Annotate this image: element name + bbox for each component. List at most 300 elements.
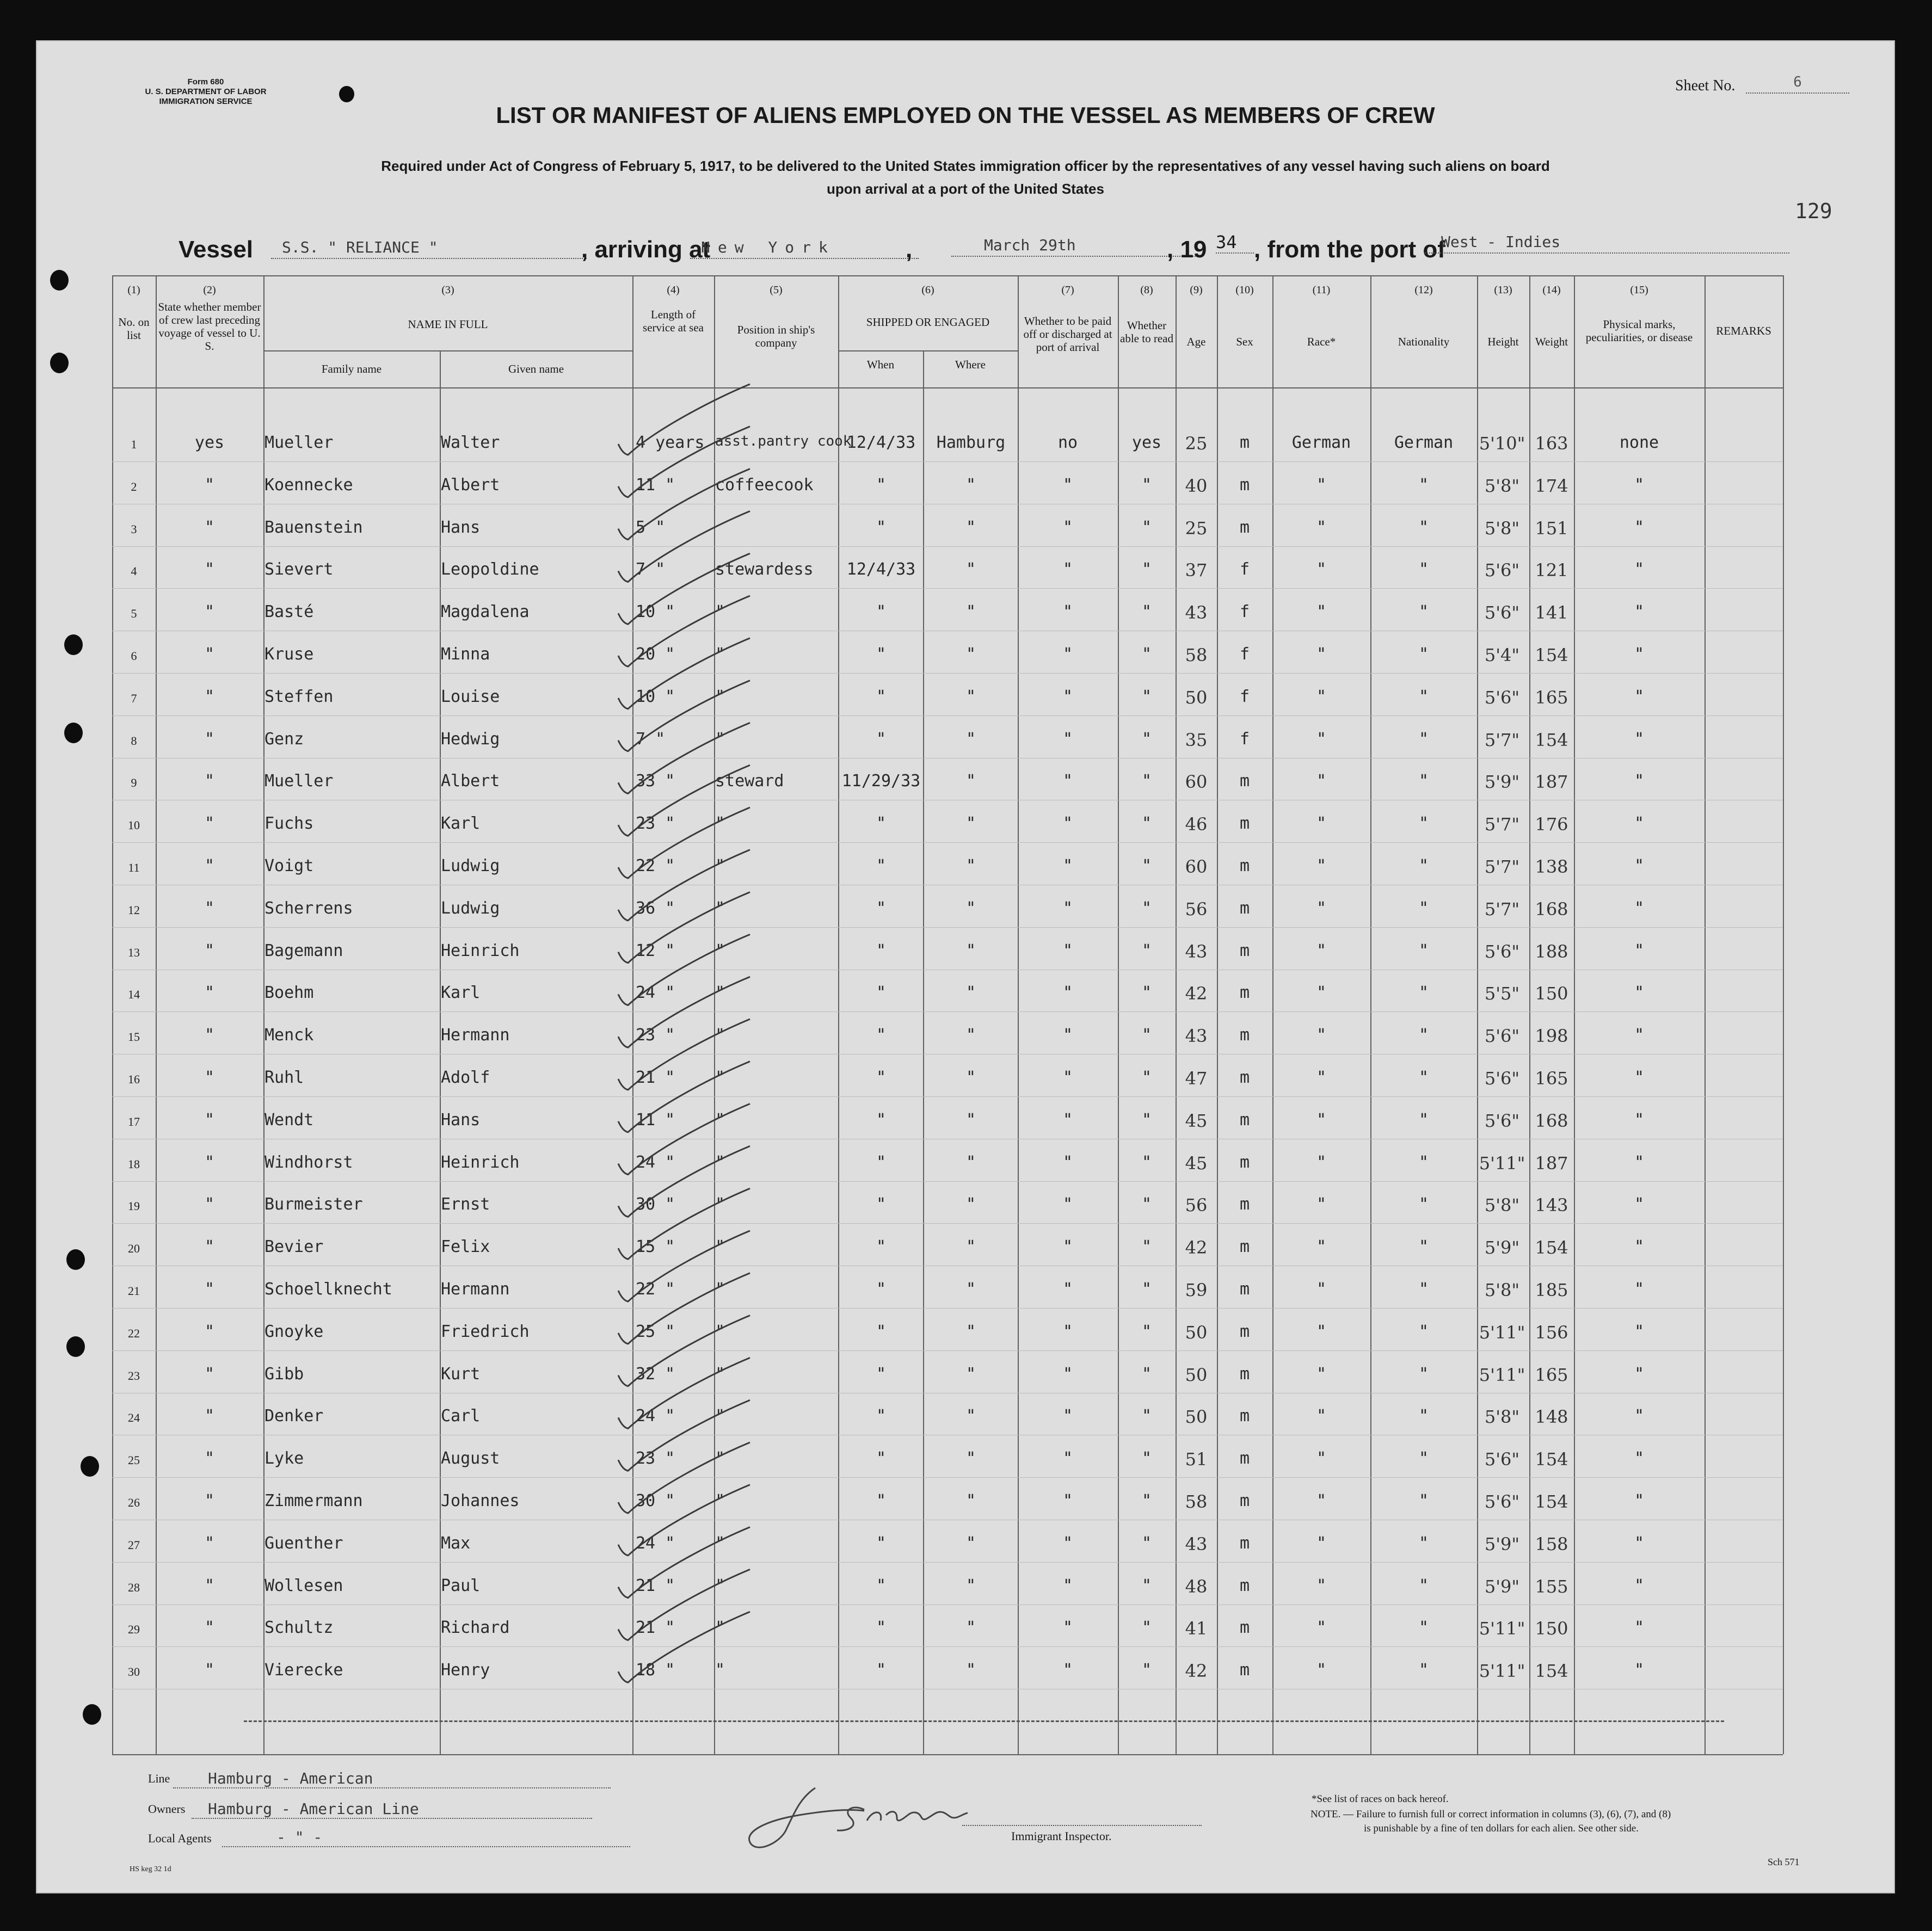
cell-no: 26 xyxy=(128,1496,140,1509)
cell-height: 5'9" xyxy=(1484,1533,1520,1554)
from-port-value: West - Indies xyxy=(1425,233,1789,254)
check-mark xyxy=(618,1442,750,1513)
cell-where: " xyxy=(965,687,976,706)
cell-crew: " xyxy=(204,1491,215,1510)
page-title: LIST OR MANIFEST OF ALIENS EMPLOYED ON THE VESSEL AS MEMBERS OF CREW xyxy=(496,102,1435,128)
col-header-nationality: Nationality xyxy=(1398,335,1450,348)
cell-weight: 163 xyxy=(1535,433,1568,454)
col-header-where: Where xyxy=(955,358,986,371)
cell-position: " xyxy=(715,1491,725,1510)
cell-paid: " xyxy=(1062,729,1073,749)
cell-where: " xyxy=(965,856,976,875)
cell-no: 24 xyxy=(128,1411,140,1425)
check-mark xyxy=(618,807,750,878)
cell-given: Albert xyxy=(441,772,500,791)
cell-family: Scherrens xyxy=(264,898,353,918)
cell-position: " xyxy=(715,1152,725,1172)
cell-crew: " xyxy=(204,856,215,875)
cell-crew: " xyxy=(204,1237,215,1257)
cell-paid: " xyxy=(1062,1152,1073,1172)
check-mark xyxy=(618,1273,750,1344)
cell-service: 11 " xyxy=(636,475,675,495)
cell-family: Wendt xyxy=(264,1110,314,1130)
cell-sex: m xyxy=(1239,1364,1250,1384)
cell-where: " xyxy=(965,1406,976,1426)
cell-paid: no xyxy=(1057,433,1078,452)
cell-race: " xyxy=(1316,1068,1327,1087)
check-mark xyxy=(618,1400,750,1471)
cell-when: " xyxy=(876,941,887,960)
cell-given: Minna xyxy=(441,645,490,664)
cell-age: 50 xyxy=(1185,1364,1208,1385)
cell-position: stewardess xyxy=(715,560,814,579)
cell-height: 5'11" xyxy=(1479,1322,1525,1343)
cell-weight: 168 xyxy=(1535,1110,1568,1131)
cell-when: " xyxy=(876,1533,887,1553)
cell-when: " xyxy=(876,517,887,537)
cell-race: " xyxy=(1316,1533,1327,1553)
cell-height: 5'7" xyxy=(1484,729,1520,750)
cell-family: Bevier xyxy=(264,1237,324,1257)
cell-age: 45 xyxy=(1185,1152,1208,1174)
cell-no: 10 xyxy=(128,818,140,832)
cell-race: " xyxy=(1316,856,1327,875)
cell-position: " xyxy=(715,1110,725,1130)
cell-family: Kruse xyxy=(264,645,314,664)
cell-read: " xyxy=(1141,1618,1152,1638)
cell-marks: " xyxy=(1634,941,1645,960)
check-mark xyxy=(618,1231,750,1301)
cell-crew: " xyxy=(204,729,215,749)
cell-no: 14 xyxy=(128,988,140,1002)
cell-age: 47 xyxy=(1185,1068,1208,1089)
cell-nationality: " xyxy=(1418,1406,1429,1426)
cell-paid: " xyxy=(1062,941,1073,960)
cell-read: " xyxy=(1141,772,1152,791)
sheet-number-label: Sheet No. xyxy=(1675,77,1736,94)
cell-given: Carl xyxy=(441,1406,481,1426)
cell-weight: 151 xyxy=(1535,517,1568,539)
cell-service: 22 " xyxy=(636,856,675,875)
cell-position: " xyxy=(715,1661,725,1680)
page-stamp: 129 xyxy=(1795,199,1832,223)
check-mark xyxy=(618,1316,750,1386)
check-mark xyxy=(618,1485,750,1556)
cell-paid: " xyxy=(1062,814,1073,834)
penalty-note-line-1: NOTE. — Failure to furnish full or correct information in columns (3), (6), (7), and (8) xyxy=(1310,1809,1671,1820)
cell-paid: " xyxy=(1062,1364,1073,1384)
year-label: , 19 xyxy=(1167,236,1207,263)
cell-marks: " xyxy=(1634,1364,1645,1384)
cell-read: " xyxy=(1141,1152,1152,1172)
cell-family: Vierecke xyxy=(264,1661,343,1680)
cell-crew: " xyxy=(204,475,215,495)
cell-no: 30 xyxy=(128,1665,140,1679)
cell-nationality: " xyxy=(1418,1661,1429,1680)
cell-where: " xyxy=(965,645,976,664)
cell-service: 30 " xyxy=(636,1195,675,1214)
cell-weight: 150 xyxy=(1535,983,1568,1004)
cell-weight: 154 xyxy=(1535,1491,1568,1512)
cell-family: Lyke xyxy=(264,1449,304,1469)
col-header-given-name: Given name xyxy=(508,362,564,375)
cell-weight: 168 xyxy=(1535,898,1568,920)
cell-sex: m xyxy=(1239,1026,1250,1045)
cell-weight: 121 xyxy=(1535,560,1568,581)
cell-race: " xyxy=(1316,1152,1327,1172)
cell-sex: m xyxy=(1239,1152,1250,1172)
cell-marks: " xyxy=(1634,1576,1645,1595)
cell-age: 42 xyxy=(1185,1237,1208,1258)
cell-nationality: " xyxy=(1418,1533,1429,1553)
cell-position: " xyxy=(715,1195,725,1214)
cell-no: 1 xyxy=(131,437,137,451)
schedule-number: Sch 571 xyxy=(1768,1856,1800,1867)
cell-read: " xyxy=(1141,1280,1152,1299)
cell-no: 15 xyxy=(128,1030,140,1044)
cell-age: 56 xyxy=(1185,1195,1208,1216)
cell-service: 32 " xyxy=(636,1364,675,1384)
cell-marks: " xyxy=(1634,729,1645,749)
cell-nationality: " xyxy=(1418,983,1429,1003)
col-header-no: No. on list xyxy=(118,316,150,342)
cell-weight: 198 xyxy=(1535,1026,1568,1047)
cell-read: " xyxy=(1141,1491,1152,1510)
cell-read: " xyxy=(1141,856,1152,875)
cell-when: " xyxy=(876,1110,887,1130)
cell-no: 23 xyxy=(128,1368,140,1383)
cell-when: " xyxy=(876,1661,887,1680)
cell-no: 20 xyxy=(128,1242,140,1256)
cell-marks: " xyxy=(1634,517,1645,537)
cell-paid: " xyxy=(1062,898,1073,918)
cell-position: " xyxy=(715,1449,725,1469)
cell-position: " xyxy=(715,814,725,834)
cell-sex: m xyxy=(1239,814,1250,834)
cell-weight: 165 xyxy=(1535,687,1568,708)
cell-position: " xyxy=(715,1576,725,1595)
cell-race: " xyxy=(1316,941,1327,960)
cell-position: " xyxy=(715,687,725,706)
cell-family: Wollesen xyxy=(264,1576,343,1595)
cell-sex: m xyxy=(1239,475,1250,495)
check-mark xyxy=(618,384,750,455)
cell-marks: " xyxy=(1634,1237,1645,1257)
cell-position: " xyxy=(715,1280,725,1299)
cell-nationality: " xyxy=(1418,1195,1429,1214)
cell-crew: " xyxy=(204,1618,215,1638)
cell-given: Walter xyxy=(441,433,500,452)
cell-sex: m xyxy=(1239,983,1250,1003)
cell-height: 5'8" xyxy=(1484,1280,1520,1300)
cell-marks: " xyxy=(1634,983,1645,1003)
cell-position: asst.pantry cook xyxy=(715,433,852,449)
cell-age: 37 xyxy=(1185,560,1208,581)
print-code: HS keg 32 1d xyxy=(130,1865,171,1873)
cell-weight: 187 xyxy=(1535,772,1568,793)
cell-read: " xyxy=(1141,645,1152,664)
cell-where: " xyxy=(965,898,976,918)
cell-height: 5'7" xyxy=(1484,856,1520,877)
cell-given: Max xyxy=(441,1533,471,1553)
cell-nationality: " xyxy=(1418,1576,1429,1595)
cell-weight: 174 xyxy=(1535,475,1568,496)
cell-read: " xyxy=(1141,1026,1152,1045)
cell-weight: 154 xyxy=(1535,1237,1568,1258)
cell-position: " xyxy=(715,1237,725,1257)
cell-no: 27 xyxy=(128,1538,140,1552)
cell-paid: " xyxy=(1062,1322,1073,1341)
cell-no: 12 xyxy=(128,903,140,917)
cell-no: 17 xyxy=(128,1114,140,1128)
cell-service: 4 years xyxy=(636,433,705,452)
cell-race: " xyxy=(1316,814,1327,834)
cell-crew: " xyxy=(204,687,215,706)
cell-no: 28 xyxy=(128,1580,140,1594)
cell-service: 23 " xyxy=(636,814,675,834)
cell-nationality: " xyxy=(1418,1618,1429,1638)
cell-paid: " xyxy=(1062,1280,1073,1299)
cell-read: " xyxy=(1141,602,1152,622)
cell-position: " xyxy=(715,602,725,622)
cell-position: steward xyxy=(715,772,784,791)
cell-service: 21 " xyxy=(636,1576,675,1595)
col-header-sex: Sex xyxy=(1236,335,1253,348)
cell-marks: " xyxy=(1634,1618,1645,1638)
cell-position: " xyxy=(715,729,725,749)
cell-height: 5'6" xyxy=(1484,602,1520,624)
cell-read: " xyxy=(1141,729,1152,749)
cell-service: 22 " xyxy=(636,1280,675,1299)
owners-value: Hamburg - American Line xyxy=(192,1800,592,1819)
cell-nationality: " xyxy=(1418,1237,1429,1257)
cell-age: 42 xyxy=(1185,1661,1208,1682)
check-mark xyxy=(618,1146,750,1217)
cell-no: 29 xyxy=(128,1622,140,1637)
cell-marks: " xyxy=(1634,1152,1645,1172)
cell-race: " xyxy=(1316,983,1327,1003)
cell-service: 23 " xyxy=(636,1026,675,1045)
cell-race: " xyxy=(1316,1491,1327,1510)
check-mark xyxy=(618,765,750,836)
cell-when: " xyxy=(876,1152,887,1172)
cell-paid: " xyxy=(1062,645,1073,664)
cell-when: " xyxy=(876,1618,887,1638)
cell-nationality: " xyxy=(1418,941,1429,960)
cell-age: 58 xyxy=(1185,645,1208,665)
cell-family: Menck xyxy=(264,1026,314,1045)
cell-family: Ruhl xyxy=(264,1068,304,1087)
cell-given: Felix xyxy=(441,1237,490,1257)
cell-position: " xyxy=(715,983,725,1003)
cell-nationality: " xyxy=(1418,1068,1429,1087)
cell-position: " xyxy=(715,941,725,960)
cell-nationality: " xyxy=(1418,1026,1429,1045)
cell-where: " xyxy=(965,772,976,791)
cell-no: 21 xyxy=(128,1284,140,1298)
cell-age: 50 xyxy=(1185,1322,1208,1343)
local-agents-label: Local Agents xyxy=(148,1831,212,1845)
cell-height: 5'9" xyxy=(1484,1576,1520,1597)
cell-sex: m xyxy=(1239,898,1250,918)
cell-given: Henry xyxy=(441,1661,490,1680)
cell-sex: f xyxy=(1239,602,1250,622)
cell-given: Karl xyxy=(441,983,481,1003)
cell-race: German xyxy=(1291,433,1351,452)
check-mark xyxy=(618,553,750,624)
cell-given: Hedwig xyxy=(441,729,500,749)
check-mark xyxy=(618,596,750,667)
cell-nationality: " xyxy=(1418,1491,1429,1510)
cell-age: 50 xyxy=(1185,687,1208,708)
cell-position: " xyxy=(715,1068,725,1087)
cell-sex: f xyxy=(1239,729,1250,749)
cell-when: " xyxy=(876,1026,887,1045)
cell-marks: " xyxy=(1634,1068,1645,1087)
cell-where: " xyxy=(965,1068,976,1087)
cell-weight: 138 xyxy=(1535,856,1568,877)
cell-read: " xyxy=(1141,1576,1152,1595)
col-header-family-name: Family name xyxy=(321,362,382,375)
cell-read: " xyxy=(1141,560,1152,579)
cell-no: 25 xyxy=(128,1453,140,1467)
cell-race: " xyxy=(1316,602,1327,622)
cell-nationality: " xyxy=(1418,1364,1429,1384)
cell-height: 5'11" xyxy=(1479,1661,1525,1682)
cell-weight: 187 xyxy=(1535,1152,1568,1174)
cell-race: " xyxy=(1316,645,1327,664)
cell-where: " xyxy=(965,1364,976,1384)
cell-sex: m xyxy=(1239,941,1250,960)
cell-where: " xyxy=(965,560,976,579)
cell-when: " xyxy=(876,898,887,918)
cell-height: 5'8" xyxy=(1484,475,1520,496)
cell-nationality: " xyxy=(1418,898,1429,918)
col-header-service: Length of service at sea xyxy=(643,308,704,334)
cell-weight: 154 xyxy=(1535,1661,1568,1682)
check-mark xyxy=(618,1527,750,1598)
cell-sex: m xyxy=(1239,1576,1250,1595)
check-mark xyxy=(618,427,750,497)
cell-race: " xyxy=(1316,687,1327,706)
cell-family: Gibb xyxy=(264,1364,304,1384)
cell-paid: " xyxy=(1062,475,1073,495)
cell-paid: " xyxy=(1062,1533,1073,1553)
cell-read: " xyxy=(1141,941,1152,960)
cell-sex: m xyxy=(1239,1491,1250,1510)
cell-when: " xyxy=(876,645,887,664)
cell-crew: " xyxy=(204,645,215,664)
cell-crew: " xyxy=(204,517,215,537)
cell-nationality: " xyxy=(1418,814,1429,834)
cell-weight: 150 xyxy=(1535,1618,1568,1639)
cell-paid: " xyxy=(1062,1026,1073,1045)
cell-marks: " xyxy=(1634,475,1645,495)
cell-nationality: " xyxy=(1418,475,1429,495)
cell-service: 36 " xyxy=(636,898,675,918)
cell-read: " xyxy=(1141,898,1152,918)
cell-race: " xyxy=(1316,517,1327,537)
check-mark xyxy=(618,1569,750,1640)
cell-sex: m xyxy=(1239,1618,1250,1638)
cell-marks: " xyxy=(1634,1110,1645,1130)
cell-race: " xyxy=(1316,1406,1327,1426)
cell-family: Bagemann xyxy=(264,941,343,960)
cell-family: Steffen xyxy=(264,687,334,706)
cell-nationality: " xyxy=(1418,560,1429,579)
cell-paid: " xyxy=(1062,602,1073,622)
cell-race: " xyxy=(1316,1195,1327,1214)
cell-where: Hamburg xyxy=(936,433,1006,452)
cell-marks: " xyxy=(1634,560,1645,579)
cell-given: Albert xyxy=(441,475,500,495)
cell-weight: 148 xyxy=(1535,1406,1568,1428)
cell-height: 5'9" xyxy=(1484,1237,1520,1258)
cell-height: 5'6" xyxy=(1484,1491,1520,1512)
cell-service: 20 " xyxy=(636,645,675,664)
cell-race: " xyxy=(1316,1661,1327,1680)
cell-marks: " xyxy=(1634,856,1645,875)
cell-where: " xyxy=(965,1026,976,1045)
cell-given: Kurt xyxy=(441,1364,481,1384)
cell-race: " xyxy=(1316,1322,1327,1341)
cell-race: " xyxy=(1316,729,1327,749)
cell-crew: " xyxy=(204,1449,215,1469)
cell-age: 45 xyxy=(1185,1110,1208,1131)
cell-height: 5'10" xyxy=(1479,433,1525,454)
check-mark xyxy=(618,1188,750,1259)
cell-crew: " xyxy=(204,1661,215,1680)
cell-read: " xyxy=(1141,1533,1152,1553)
cell-race: " xyxy=(1316,1026,1327,1045)
inspector-label: Immigrant Inspector. xyxy=(1011,1829,1112,1843)
col-header-age: Age xyxy=(1186,335,1206,348)
cell-read: " xyxy=(1141,517,1152,537)
cell-sex: f xyxy=(1239,687,1250,706)
cell-position: coffeecook xyxy=(715,475,814,495)
cell-where: " xyxy=(965,1491,976,1510)
cell-service: 5 " xyxy=(636,517,666,537)
check-mark xyxy=(618,1062,750,1132)
cell-paid: " xyxy=(1062,517,1073,537)
cell-nationality: " xyxy=(1418,1280,1429,1299)
cell-where: " xyxy=(965,729,976,749)
cell-family: Burmeister xyxy=(264,1195,363,1214)
cell-height: 5'8" xyxy=(1484,1195,1520,1216)
cell-given: Johannes xyxy=(441,1491,520,1510)
cell-race: " xyxy=(1316,1237,1327,1257)
cell-family: Mueller xyxy=(264,433,334,452)
cell-paid: " xyxy=(1062,1576,1073,1595)
cell-where: " xyxy=(965,1322,976,1341)
cell-age: 50 xyxy=(1185,1406,1208,1428)
cell-sex: f xyxy=(1239,645,1250,664)
cell-position: " xyxy=(715,856,725,875)
cell-nationality: " xyxy=(1418,729,1429,749)
cell-age: 51 xyxy=(1185,1449,1208,1470)
col-header-paid-off: Whether to be paid off or discharged at port of arrival xyxy=(1023,314,1112,354)
cell-no: 11 xyxy=(128,861,140,874)
cell-when: " xyxy=(876,1068,887,1087)
cell-read: " xyxy=(1141,1406,1152,1426)
cell-where: " xyxy=(965,1533,976,1553)
manifest-sheet: Form 680 U. S. DEPARTMENT OF LABOR IMMIGRATION SERVICE Sheet No. 6 129 LIST OR MANIFEST OF ALIENS EMPLOYED ON THE VESSEL AS MEMBERS OF CREW Required under Act of Congress of February 5, 1917, to be delivered to the United States immigration officer by the representatives of any vessel having such aliens on board upon arrival at a port of the United States Vessel S.S. " RELIANCE " , arriving at New York , March 29th , 19 34 , from the port of West - Indies (1) No. on list (2) State whether member of crew last preceding voyage of vessel to U. S. (3) NAME IN FULL Family name Given name (4) Length of service at sea (5) Position in ship's company (6) SHIPPED OR ENGAGED When Where (7) Whether to be paid off or discharged at port of arrival (8) Whether able to read (9) Age (10) Sex (11) Race* (12) Nationality (13) Height (14) Weight (15) Physical marks, peculiarities, or disease REMARKS 1 yes Mueller Walter 4 years asst.pantry cook 12/4/33 Hamburg no yes 25 m German German 5'10" 163 none 2 " Koennecke Albert 11 " coffeecook " " " " 40 m " " 5'8" 174 " 3 " Bauenstein Hans 5 " " " " " 25 m " " 5'8" 151 " 4 " Sievert Leopoldine 7 " stewardess 12/4/33 " " " 37 f " " 5'6" 121 " 5 " Basté Magdalena 10 " " " " " " 43 f " " 5'6" 141 " 6 " Kruse Minna 20 " " " " " " 58 f " " 5'4" 154 " 7 " Steffen Louise 10 " " " " " " 50 f " " 5'6" 165 " 8 " Genz Hedwig 7 " " " " " " 35 f " " 5'7" 154 " 9 " Mueller Albert 33 " steward 11/29/33 " " " 60 m " " 5'9" 187 " 10 " Fuchs Karl 23 " " " " " " 46 m " " 5'7" 176 " 11 " Voigt Ludwig 22 " " " " " " 60 m " " 5'7" 138 " 12 " Scherrens Ludwig 36 " " " " " " 56 m " " 5'7" 168 " 13 " Bagemann Heinrich 12 " " " " " " 43 m " " 5'6" 188 " 14 " Boehm Karl 24 " " " " " " 42 m " " 5'5" 150 " 15 " Menck Hermann 23 " " " " " " 43 m " " 5'6" 198 " 16 " Ruhl Adolf 21 " " " " " " 47 m " " 5'6" 165 " 17 " Wendt Hans 11 " " " " " " 45 m " " 5'6" 168 " 18 " Windhorst Heinrich 24 " " " " " " 45 m " " 5'11" 187 " 19 " Burmeister Ernst 30 " " " " " " 56 m " " 5'8" 143 " 20 " Bevier Felix 15 " " " " " " 42 m " " 5'9" 154 " 21 " Schoellknecht Hermann 22 " " " " " " 59 m " " 5'8" 185 " 22 " Gnoyke Friedrich 25 " " " " " " 50 m " " 5'11" 156 " 23 " Gibb Kurt 32 " " " " " " 50 m " " 5'11" 165 " 24 " Denker Carl 24 " " " " " " 50 m " " 5'8" 148 " 25 " Lyke August 23 " " " " " " 51 m " " 5'6" 154 " 26 " Zimmermann Johannes 30 " " " " " " 58 m " " 5'6" 154 " 27 " Guenther Max 24 " " " " " " 43 m " " 5'9" 158 " 28 " Wollesen Paul 21 " " " " " " 48 m " " 5'9" 155 " 29 " Schultz Richard 21 " " " " " " 41 m " " 5'11" 150 " 30 " Vierecke Henry 18 " " " " " " 42 m " " 5'11" 154 " Line Hamburg - American Owners Hamburg - American Line Local Agents - " - Immigrant Inspector. *See list of races on back hereof. NOTE. — Failure to furnish full or correct information in columns (3), (6), (7), and (8) is punishable by a fine of ten dollars for each alien. See other side. HS keg 32 1d Sch 571 xyxy=(36,40,1895,1893)
cell-age: 43 xyxy=(1185,602,1208,624)
check-mark xyxy=(618,638,750,709)
cell-paid: " xyxy=(1062,983,1073,1003)
cell-weight: 156 xyxy=(1535,1322,1568,1343)
cell-family: Zimmermann xyxy=(264,1491,363,1510)
